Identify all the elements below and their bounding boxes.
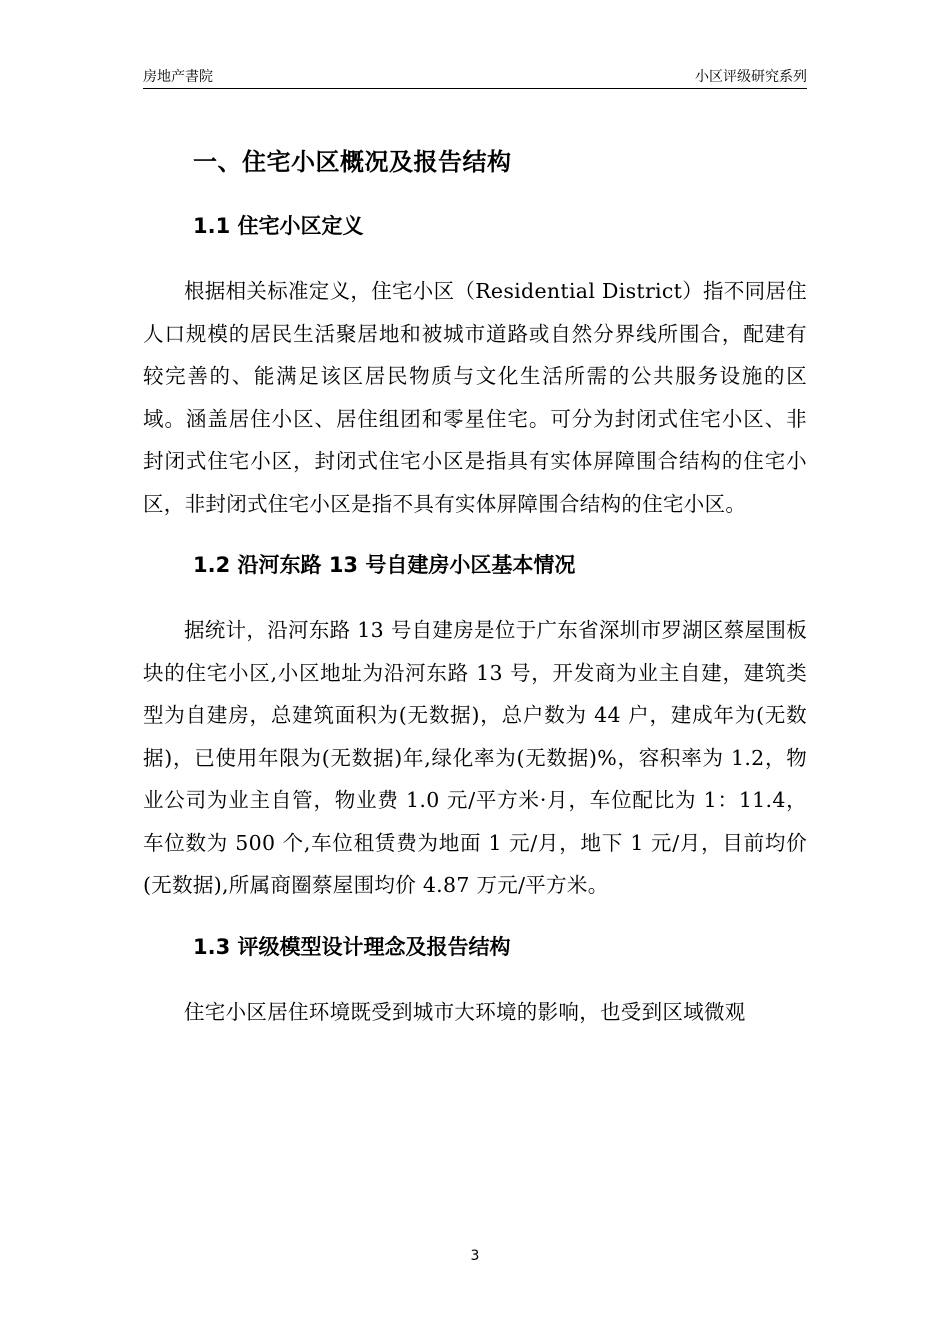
section-1-1-paragraph: 根据相关标准定义，住宅小区（Residential District）指不同居住人口规模的居民生活聚居地和被城市道路或自然分界线所围合，配建有较完善的、能满足该区居民物质与文化生活所需的公共服务设施的区域。涵盖居住小区、居住组团和零星住宅。可分为封闭式住宅小区、非封闭式住宅小区，封闭式住宅小区是指具有实体屏障围合结构的住宅小区，非封闭式住宅小区是指不具有实体屏障围合结构的住宅小区。	[143, 279, 808, 516]
document-body	[143, 140, 807, 1033]
page-header	[143, 62, 807, 89]
section-1-3-paragraph: 住宅小区居住环境既受到城市大环境的影响，也受到区域微观	[184, 999, 746, 1024]
section-1-3-title: 1.3 评级模型设计理念及报告结构	[193, 934, 511, 959]
chapter-title: 一、住宅小区概况及报告结构	[193, 148, 512, 176]
header-series-title: 小区评级研究系列	[695, 69, 807, 85]
section-1-2-paragraph: 据统计，沿河东路 13 号自建房是位于广东省深圳市罗湖区蔡屋围板块的住宅小区,小区地址为沿河东路 13 号，开发商为业主自建，建筑类型为自建房，总建筑面积为(无数据)，总户数为 44 户，建成年为(无数据)，已使用年限为(无数据)年,绿化率为(无数据)%，容积率为 1.2，物业公司为业主自管，物业费 1.0 元/平方米·月，车位配比为 1：11.4，车位数为 500 个,车位租赁费为地面 1 元/月，地下 1 元/月，目前均价(无数据),所属商圈蔡屋围均价 4.87 万元/平方米。	[143, 618, 807, 897]
page-number: 3	[470, 1248, 480, 1264]
section-1-2-title: 1.2 沿河东路 13 号自建房小区基本情况	[193, 553, 576, 577]
header-publisher: 房地产書院	[143, 69, 213, 85]
section-1-1-title: 1.1 住宅小区定义	[193, 214, 364, 238]
